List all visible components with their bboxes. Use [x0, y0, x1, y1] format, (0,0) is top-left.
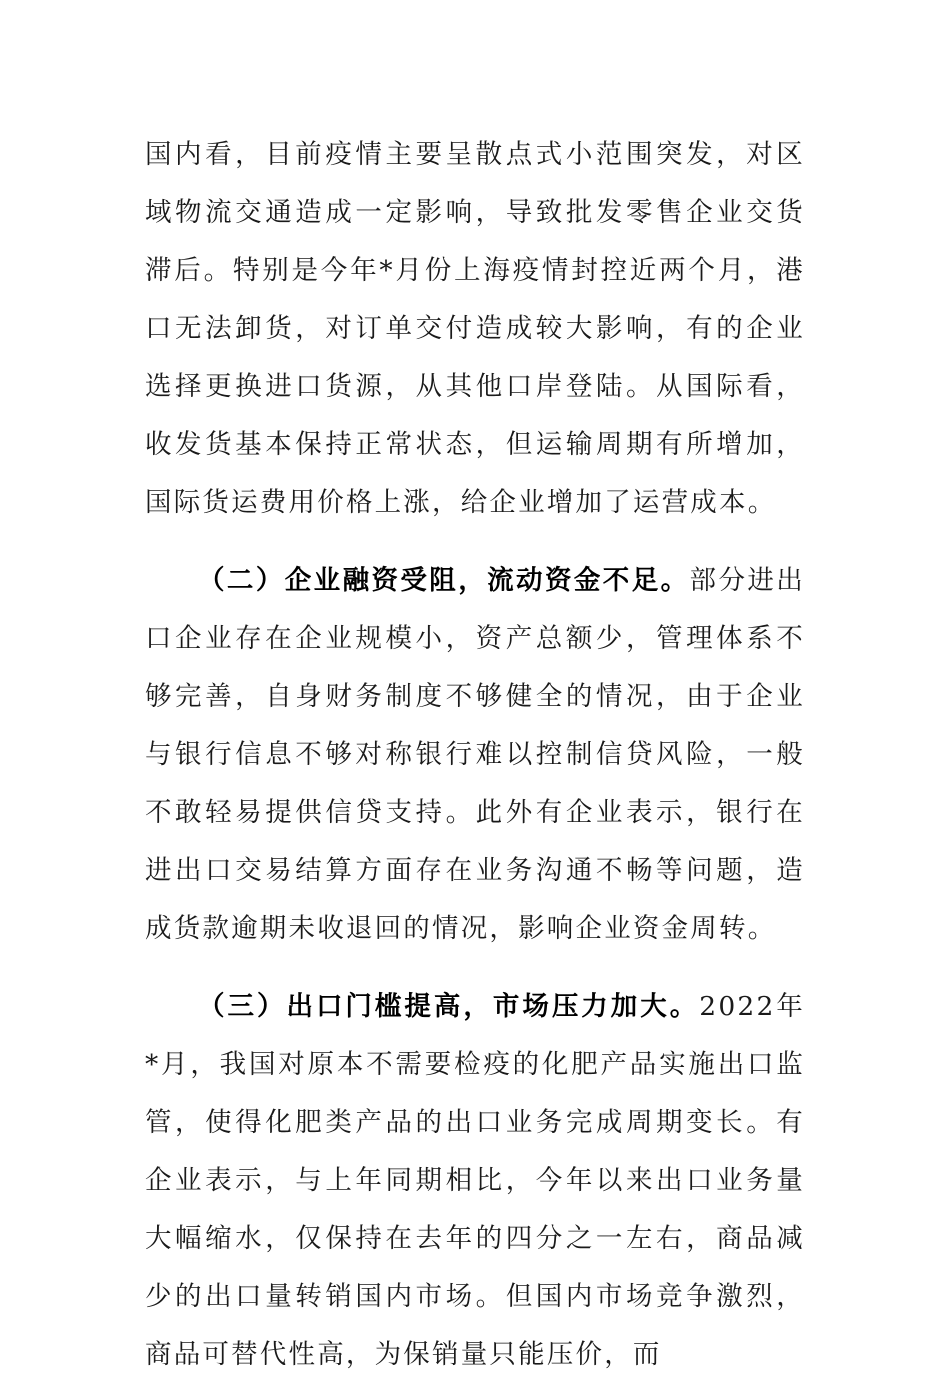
paragraph-text: 部分进出口企业存在企业规模小，资产总额少，管理体系不够完善，自身财务制度不够健全的情况，由于企业与银行信息不够对称银行难以控制信贷风险，一般不敢轻易提供信贷支持。此外有企业表示，银行在进出口交易结算方面存在业务沟通不畅等问题，造成货款逾期未收退回的情况，影响企业资金周转。	[145, 565, 805, 944]
paragraph-text: 2022年*月，我国对原本不需要检疫的化肥产品实施出口监管，使得化肥类产品的出口业务完成周期变长。有企业表示，与上年同期相比，今年以来出口业务量大幅缩水，仅保持在去年的四分之一左右，商品减少的出口量转销国内市场。但国内市场竞争激烈，商品可替代性高，为保销量只能压价，而	[145, 991, 805, 1370]
paragraph-export-threshold	[145, 978, 805, 1384]
document-body	[145, 126, 805, 1384]
paragraph-financing	[145, 552, 805, 958]
paragraph-continued	[145, 126, 805, 532]
section-heading-2: （二）企业融资受阻，流动资金不足。	[198, 565, 690, 596]
section-heading-3: （三）出口门槛提高，市场压力加大。	[198, 991, 700, 1022]
paragraph-text: 国内看，目前疫情主要呈散点式小范围突发，对区域物流交通造成一定影响，导致批发零售企业交货滞后。特别是今年*月份上海疫情封控近两个月，港口无法卸货，对订单交付造成较大影响，有的企业选择更换进口货源，从其他口岸登陆。从国际看，收发货基本保持正常状态，但运输周期有所增加，国际货运费用价格上涨，给企业增加了运营成本。	[145, 139, 805, 518]
